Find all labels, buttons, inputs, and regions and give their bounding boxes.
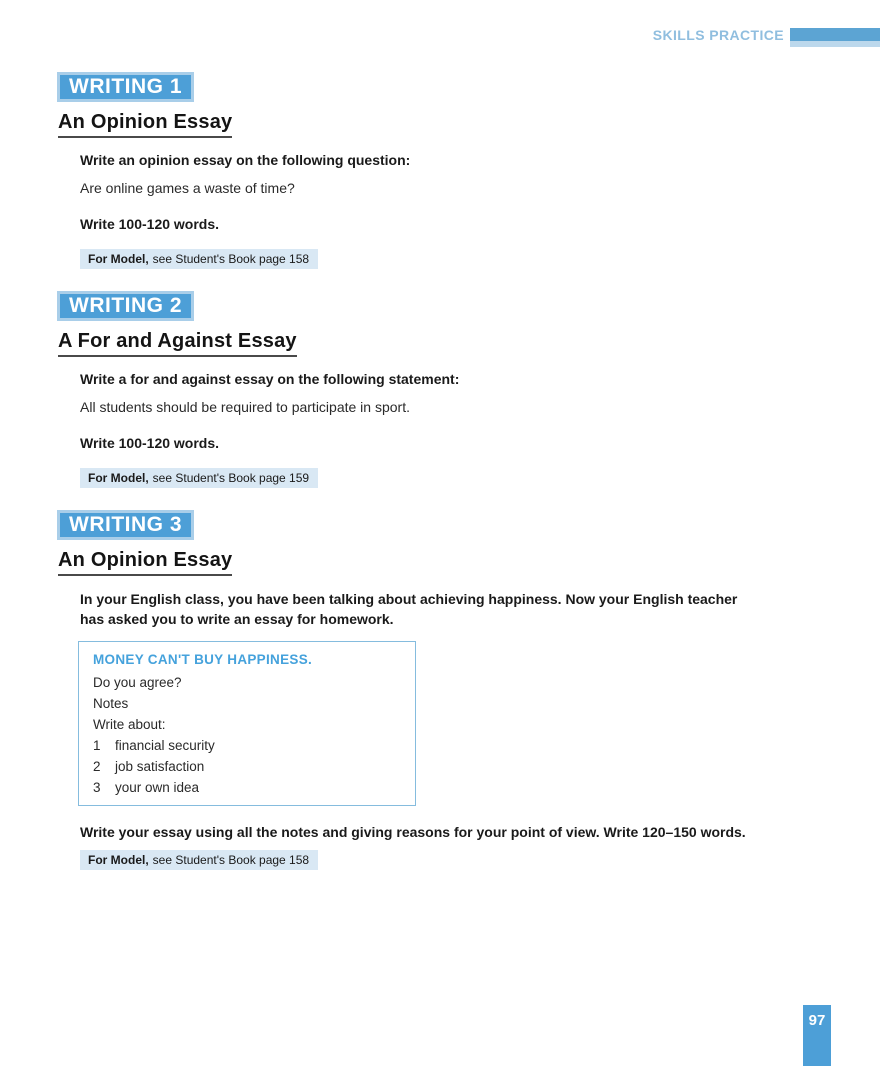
section-2-body: [80, 370, 880, 488]
prompt-line-1: In your English class, you have been talking about achieving happiness. Now your English teacher: [80, 591, 738, 607]
section-1-body: [80, 151, 880, 269]
notes-line-write-about: Write about:: [93, 717, 166, 732]
section-writing-1: [0, 72, 880, 269]
item-number: 3: [93, 780, 101, 795]
section-3-title: An Opinion Essay: [58, 549, 232, 576]
writing-1-badge: WRITING 1: [57, 72, 194, 102]
notes-box-title: MONEY CAN'T BUY HAPPINESS.: [93, 652, 313, 667]
notes-line-agree: Do you agree?: [93, 675, 182, 690]
header-bar-light: [790, 41, 880, 47]
page-number-tab: [803, 1005, 831, 1066]
item-number: 2: [93, 759, 101, 774]
section-3-prompt: [80, 589, 880, 629]
model-reference-label: For Model,: [88, 471, 149, 485]
model-reference: [80, 468, 318, 488]
writing-3-badge: WRITING 3: [57, 510, 194, 540]
instruction-line: Write an opinion essay on the following question:: [80, 152, 411, 168]
section-writing-2: [0, 291, 880, 488]
notes-box: [78, 641, 416, 806]
item-number: 1: [93, 738, 101, 753]
prompt-line: Are online games a waste of time?: [80, 180, 295, 196]
item-text: job satisfaction: [115, 759, 205, 774]
skills-practice-label: SKILLS PRACTICE: [652, 27, 784, 43]
prompt-line: All students should be required to participate in sport.: [80, 399, 410, 415]
closing-instruction: Write your essay using all the notes and giving reasons for your point of view. Write 120–150 words.: [80, 824, 746, 840]
section-2-title: A For and Against Essay: [58, 330, 297, 357]
model-reference-text: see Student's Book page 159: [152, 471, 310, 485]
section-writing-3: [0, 510, 880, 870]
model-reference-label: For Model,: [88, 853, 149, 867]
instruction-line: Write a for and against essay on the following statement:: [80, 371, 460, 387]
page-header: [653, 28, 880, 47]
section-1-title: An Opinion Essay: [58, 111, 232, 138]
page-number: 97: [808, 1012, 826, 1029]
prompt-line-2: has asked you to write an essay for homework.: [80, 611, 394, 627]
notes-line-notes: Notes: [93, 696, 129, 711]
notes-item-1: [93, 738, 401, 753]
model-reference: [80, 249, 318, 269]
word-count-line: Write 100-120 words.: [80, 435, 220, 451]
item-text: financial security: [115, 738, 215, 753]
notes-item-2: [93, 759, 401, 774]
model-reference-text: see Student's Book page 158: [152, 252, 310, 266]
writing-2-badge: WRITING 2: [57, 291, 194, 321]
model-reference-label: For Model,: [88, 252, 149, 266]
item-text: your own idea: [115, 780, 200, 795]
header-bar-dark: [790, 28, 880, 41]
notes-item-3: [93, 780, 401, 795]
header-bars: [790, 28, 880, 47]
word-count-line: Write 100-120 words.: [80, 216, 220, 232]
model-reference-text: see Student's Book page 158: [152, 853, 310, 867]
model-reference: [80, 850, 318, 870]
